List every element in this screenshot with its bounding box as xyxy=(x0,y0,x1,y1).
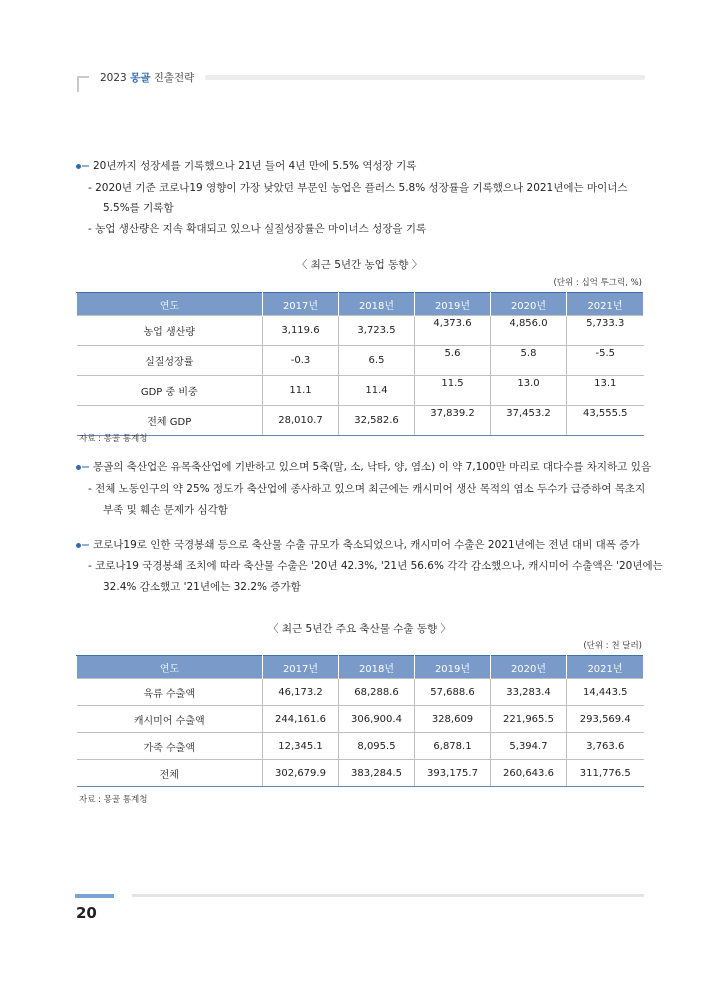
table-row xyxy=(77,733,644,760)
table-cell: 306,900.4 xyxy=(339,706,415,733)
table-cell: 260,643.6 xyxy=(491,760,567,787)
table-caption: 〈 최근 5년간 주요 축산물 수출 동향 〉 xyxy=(268,623,451,635)
header-title: 진출전략 xyxy=(153,72,195,84)
row-label: 가죽 수출액 xyxy=(77,733,263,760)
row-label: GDP 중 비중 xyxy=(77,376,263,406)
row-label: 캐시미어 수출액 xyxy=(77,706,263,733)
table-cell: 221,965.5 xyxy=(491,706,567,733)
table-cell: 33,283.4 xyxy=(491,679,567,706)
sub-item-continued: 5.5%를 기록함 xyxy=(103,202,174,214)
table-cell: 311,776.5 xyxy=(567,760,644,787)
bullet-item xyxy=(76,538,640,552)
table-cell: 302,679.9 xyxy=(263,760,339,787)
table-caption: 〈 최근 5년간 농업 동향 〉 xyxy=(296,259,423,271)
table-source: 자료 : 몽골 통계청 xyxy=(79,434,148,444)
table-row xyxy=(77,406,644,436)
header-corner-mark xyxy=(77,76,89,92)
table-cell: 3,763.6 xyxy=(567,733,644,760)
table-row xyxy=(77,376,644,406)
table-cell: 393,175.7 xyxy=(415,760,491,787)
table-cell: 5.6 xyxy=(415,346,491,376)
row-label: 실질성장률 xyxy=(77,346,263,376)
footer-accent-bar xyxy=(75,894,114,898)
table-source: 자료 : 몽골 통계청 xyxy=(79,795,148,805)
table-cell: 13.0 xyxy=(491,376,567,406)
table-cell: 13.1 xyxy=(567,376,644,406)
table-unit-note: (단위 : 천 달러) xyxy=(583,641,642,651)
row-label: 농업 생산량 xyxy=(77,316,263,346)
table-cell: 28,010.7 xyxy=(263,406,339,436)
bullet-text: 몽골의 축산업은 유목축산업에 기반하고 있으며 5축(말, 소, 낙타, 양, 염소) 이 약 7,100만 마리로 대다수를 차지하고 있음 xyxy=(93,461,651,473)
sub-item: - 전체 노동인구의 약 25% 정도가 축산업에 종사하고 있으며 최근에는 캐시미어 생산 목적의 염소 두수가 급증하여 목초지 xyxy=(88,483,646,495)
table-cell: 14,443.5 xyxy=(567,679,644,706)
bullet-dot-icon xyxy=(76,543,81,548)
bullet-dash-icon xyxy=(82,165,89,167)
page-number: 20 xyxy=(76,904,97,922)
sub-item: - 농업 생산량은 지속 확대되고 있으나 실질성장률은 마이너스 성장을 기록 xyxy=(88,223,427,235)
table-row xyxy=(77,679,644,706)
table-cell: 11.4 xyxy=(339,376,415,406)
table-cell: -0.3 xyxy=(263,346,339,376)
bullet-dot-icon xyxy=(76,465,81,470)
table-cell: 3,723.5 xyxy=(339,316,415,346)
header-rule xyxy=(205,75,645,80)
table-cell: 32,582.6 xyxy=(339,406,415,436)
table-cell: 293,569.4 xyxy=(567,706,644,733)
table-cell: 11.5 xyxy=(415,376,491,406)
bullet-dash-icon xyxy=(82,466,89,468)
column-header: 2019년 xyxy=(415,656,491,679)
table-cell: 37,453.2 xyxy=(491,406,567,436)
sub-item-continued: 부족 및 훼손 문제가 심각함 xyxy=(103,504,228,516)
table-cell: 328,609 xyxy=(415,706,491,733)
table-row xyxy=(77,706,644,733)
running-header xyxy=(100,70,194,85)
row-label: 육류 수출액 xyxy=(77,679,263,706)
table-unit-note: (단위 : 십억 투그릭, %) xyxy=(553,278,642,288)
column-header: 2017년 xyxy=(263,293,339,316)
column-header: 2018년 xyxy=(339,656,415,679)
row-label: 전체 GDP xyxy=(77,406,263,436)
bullet-item xyxy=(76,460,651,474)
column-header: 2019년 xyxy=(415,293,491,316)
table-cell: 6.5 xyxy=(339,346,415,376)
table-cell: 5.8 xyxy=(491,346,567,376)
column-header: 연도 xyxy=(77,293,263,316)
table-cell: 244,161.6 xyxy=(263,706,339,733)
header-highlight: 몽골 xyxy=(130,72,151,84)
bullet-text: 코로나19로 인한 국경봉쇄 등으로 축산물 수출 규모가 축소되었으나, 캐시미어 수출은 2021년에는 전년 대비 대폭 증가 xyxy=(93,539,640,551)
table-header-row xyxy=(77,656,644,679)
table-cell: 5,733.3 xyxy=(567,316,644,346)
table-cell: 5,394.7 xyxy=(491,733,567,760)
column-header: 2020년 xyxy=(491,293,567,316)
bullet-dot-icon xyxy=(76,164,81,169)
column-header: 2020년 xyxy=(491,656,567,679)
table-cell: 3,119.6 xyxy=(263,316,339,346)
sub-item: - 코로나19 국경봉쇄 조치에 따라 축산물 수출은 '20년 42.3%, '21년 56.6% 각각 감소했으나, 캐시미어 수출액은 '20년에는 xyxy=(88,560,663,572)
column-header: 2021년 xyxy=(567,656,644,679)
column-header: 2017년 xyxy=(263,656,339,679)
table-cell: -5.5 xyxy=(567,346,644,376)
table-cell: 8,095.5 xyxy=(339,733,415,760)
table-cell: 43,555.5 xyxy=(567,406,644,436)
header-year: 2023 xyxy=(100,72,127,84)
column-header: 연도 xyxy=(77,656,263,679)
table-cell: 11.1 xyxy=(263,376,339,406)
table-cell: 37,839.2 xyxy=(415,406,491,436)
bullet-dash-icon xyxy=(82,544,89,546)
table-cell: 68,288.6 xyxy=(339,679,415,706)
bullet-item xyxy=(76,159,416,173)
sub-item: - 2020년 기준 코로나19 영향이 가장 낮았던 부문인 농업은 플러스 5.8% 성장률을 기록했으나 2021년에는 마이너스 xyxy=(88,182,628,194)
table-cell: 6,878.1 xyxy=(415,733,491,760)
table-cell: 57,688.6 xyxy=(415,679,491,706)
row-label: 전체 xyxy=(77,760,263,787)
sub-item-continued: 32.4% 감소했고 '21년에는 32.2% 증가함 xyxy=(103,581,301,593)
table-header-row xyxy=(77,293,644,316)
table-cell: 383,284.5 xyxy=(339,760,415,787)
table-cell: 4,856.0 xyxy=(491,316,567,346)
agriculture-trend-table xyxy=(76,292,644,436)
table-row xyxy=(77,316,644,346)
table-row xyxy=(77,346,644,376)
table-cell: 46,173.2 xyxy=(263,679,339,706)
table-cell: 12,345.1 xyxy=(263,733,339,760)
table-row xyxy=(77,760,644,787)
footer-rule xyxy=(132,894,644,897)
bullet-text: 20년까지 성장세를 기록했으나 21년 들어 4년 만에 5.5% 역성장 기록 xyxy=(93,160,417,172)
column-header: 2018년 xyxy=(339,293,415,316)
livestock-export-table xyxy=(76,655,644,787)
table-cell: 4,373.6 xyxy=(415,316,491,346)
column-header: 2021년 xyxy=(567,293,644,316)
